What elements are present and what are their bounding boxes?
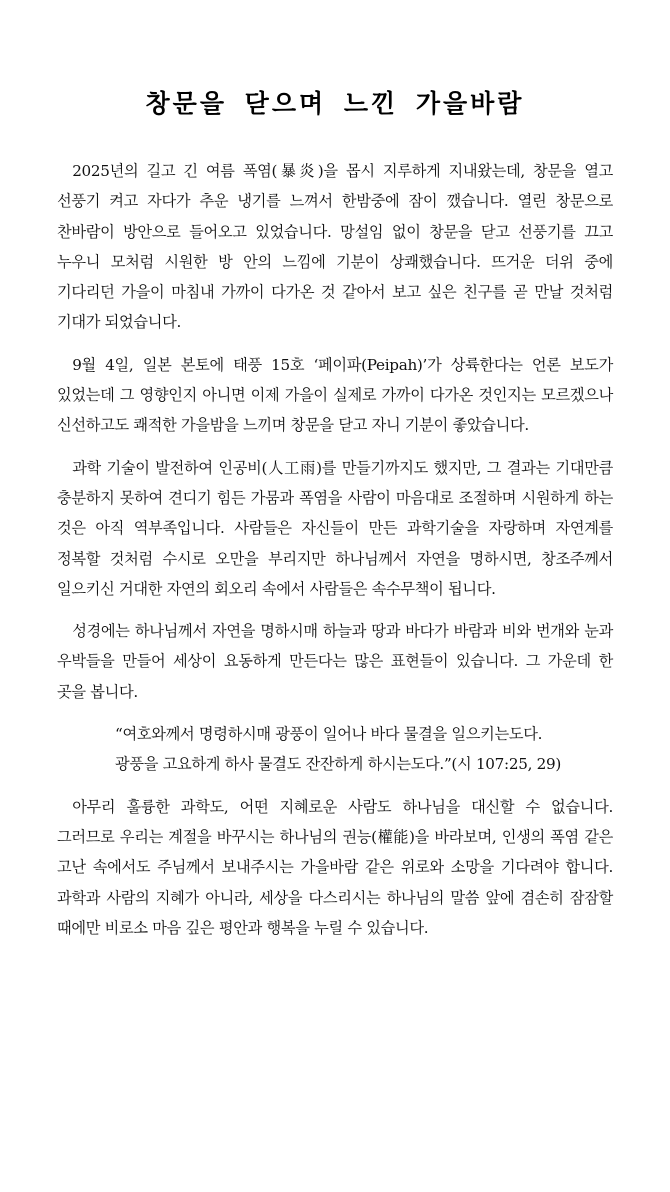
paragraph-typhoon: 9월 4일, 일본 본토에 태풍 15호 ‘페이파(Peipah)’가 상륙한다는 언론 보도가 있었는데 그 영향인지 아니면 이제 가을이 실제로 가까이 다가온 것인지는 모르겠으나 신선하고도 쾌적한 가을밤을 느끼며 창문을 닫고 자니 기분이 좋았습니다. [57, 355, 613, 435]
quote-line-1: “여호와께서 명령하시매 광풍이 일어나 바다 물결을 일으키는도다. [115, 725, 543, 744]
paragraph-science: 과학 기술이 발전하여 인공비(人工雨)를 만들기까지도 했지만, 그 결과는 기대만큼 충분하지 못하여 견디기 힘든 가뭄과 폭염을 사람이 마음대로 조절하며 시원하게 하는 것은 아직 역부족입니다. 사람들은 자신들이 만든 과학기술을 자랑하며 자연계를 정복할 것처럼 수시로 오만을 부리지만 하나님께서 자연을 명하시면, 창조주께서 일으키신 거대한 자연의 회오리 속에서 사람들은 속수무책이 됩니다. [57, 458, 613, 598]
article-title: 창문을 닫으며 느낀 가을바람 [145, 89, 525, 118]
bible-quote [57, 719, 613, 780]
quote-line-2: 광풍을 고요하게 하사 물결도 잔잔하게 하시는도다.”(시 107:25, 29) [115, 755, 561, 774]
paragraph-scripture: 성경에는 하나님께서 자연을 명하시매 하늘과 땅과 바다가 바람과 비와 번개와 눈과 우박들을 만들어 세상이 요동하게 만든다는 많은 표현들이 있습니다. 그 가운데 한 곳을 봅니다. [57, 622, 613, 701]
paragraph-summer-heat: 2025년의 길고 긴 여름 폭염(暴炎)을 몹시 지루하게 지내왔는데, 창문을 열고 선풍기 켜고 자다가 추운 냉기를 느껴서 한밤중에 잠이 깼습니다. 열린 창문으로 찬바람이 방안으로 들어오고 있었습니다. 망설임 없이 창문을 닫고 선풍기를 끄고 누우니 모처럼 시원한 방 안의 느낌에 기분이 상쾌했습니다. 뜨거운 더위 중에 기다리던 가을이 마침내 가까이 다가온 것 같아서 보고 싶은 친구를 곧 만날 것처럼 기대가 되었습니다. [57, 162, 613, 332]
paragraph-closing: 아무리 훌륭한 과학도, 어떤 지혜로운 사람도 하나님을 대신할 수 없습니다. 그러므로 우리는 계절을 바꾸시는 하나님의 권능(權能)을 바라보며, 인생의 폭염 같은 고난 속에서도 주님께서 보내주시는 가을바람 같은 위로와 소망을 기다려야 합니다. 과학과 사람의 지혜가 아니라, 세상을 다스리시는 하나님의 말씀 앞에 겸손히 잠잠할 때에만 비로소 마음 깊은 평안과 행복을 누릴 수 있습니다. [57, 797, 613, 937]
